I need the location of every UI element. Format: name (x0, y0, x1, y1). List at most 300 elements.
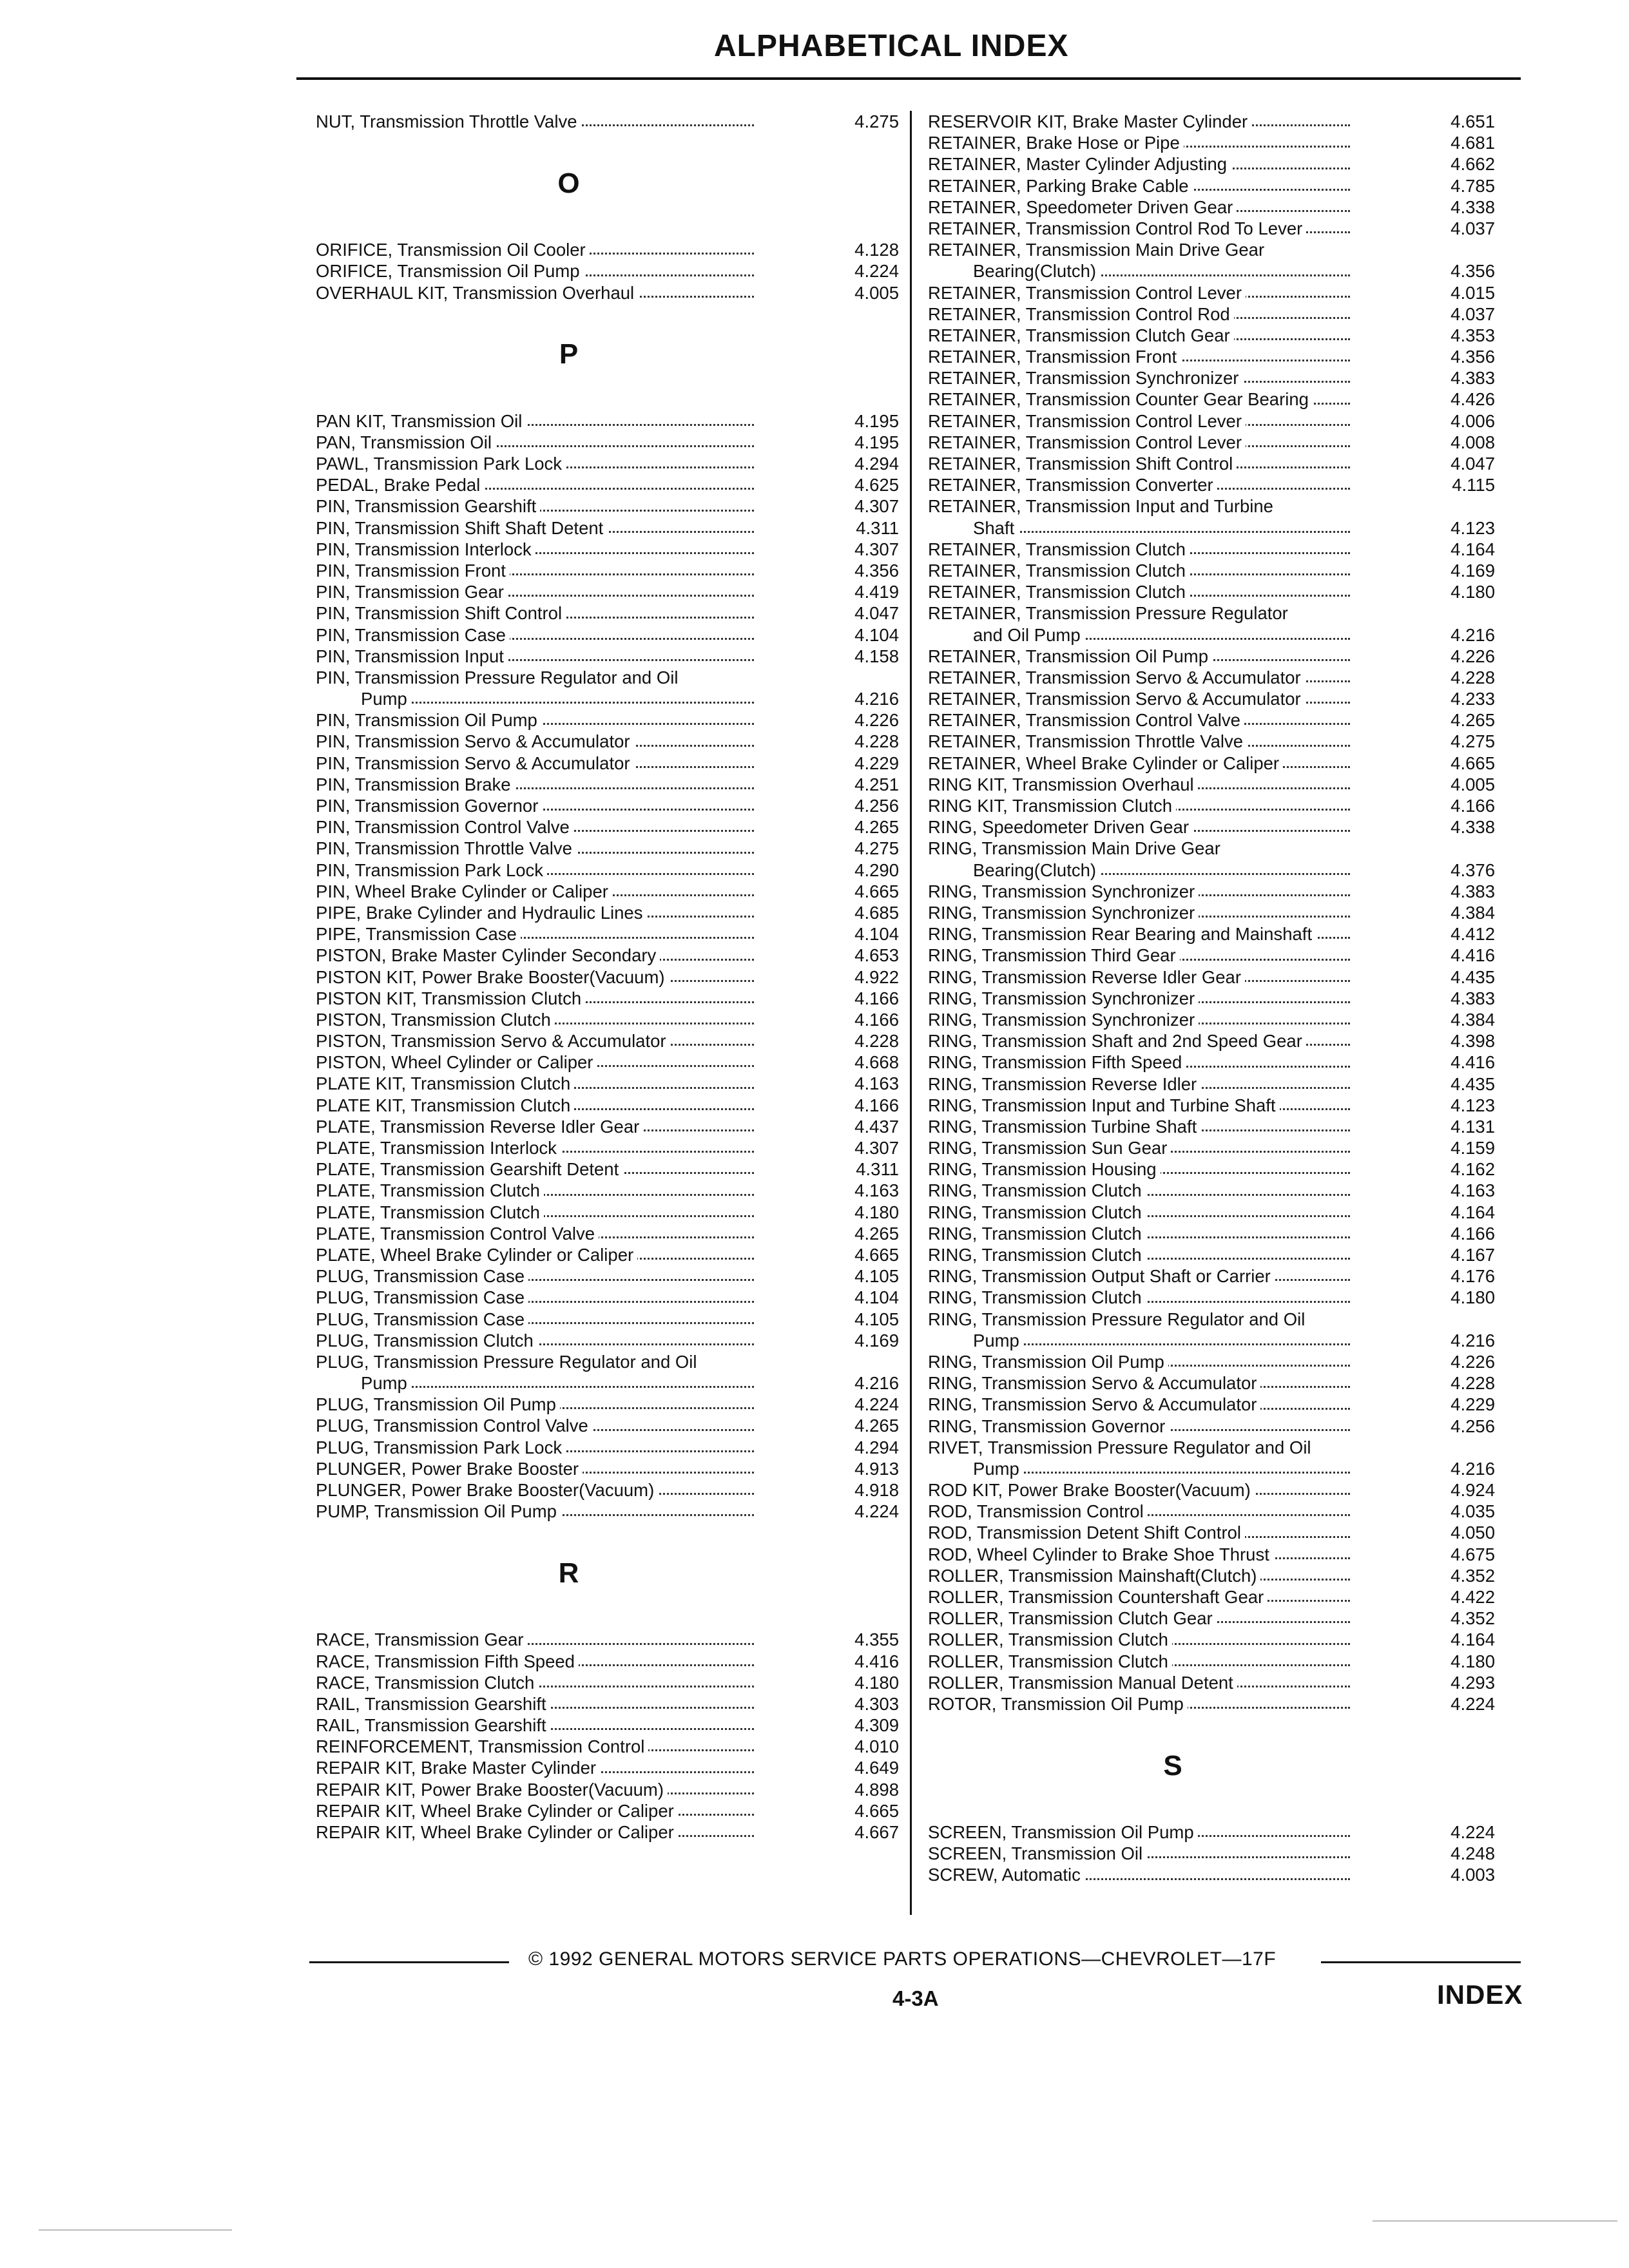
entry-page-ref: 4.356 (1451, 261, 1495, 282)
entry-name: PAN, Transmission Oil (316, 432, 496, 452)
entry-name: REPAIR KIT, Power Brake Booster(Vacuum) (316, 1780, 668, 1800)
entry-leader-line (316, 495, 899, 517)
index-entry (928, 539, 1495, 560)
entry-page-ref: 4.224 (1451, 1822, 1495, 1843)
index-entry (316, 1779, 899, 1800)
entry-name: PIN, Wheel Brake Cylinder or Caliper (316, 881, 612, 901)
spacer (928, 1715, 1495, 1736)
entry-name: ORIFICE, Transmission Oil Pump (316, 261, 584, 281)
spacer (316, 303, 899, 325)
entry-name: ROD, Transmission Detent Shift Control (928, 1523, 1245, 1542)
index-entry (316, 1095, 899, 1116)
entry-leader-line (928, 1372, 1495, 1394)
index-entry (928, 132, 1495, 153)
index-entry (316, 1693, 899, 1715)
index-entry (316, 795, 899, 816)
entry-leader-line (316, 1073, 899, 1094)
entry-name: SCREEN, Transmission Oil Pump (928, 1822, 1198, 1842)
index-entry (928, 902, 1495, 923)
entry-page-ref: 4.275 (854, 111, 899, 131)
entry-name: RETAINER, Transmission Clutch (928, 582, 1190, 602)
entry-page-ref: 4.665 (854, 881, 899, 901)
entry-page-ref: 4.412 (1451, 924, 1495, 945)
entry-page-ref: 4.649 (854, 1758, 899, 1778)
entry-page-ref: 4.233 (1451, 689, 1495, 709)
entry-name: PISTON KIT, Power Brake Booster(Vacuum) (316, 967, 669, 987)
entry-leader-line (928, 1544, 1495, 1565)
entry-name: PIN, Transmission Brake (316, 774, 515, 794)
index-entry (928, 731, 1495, 752)
entry-name: RETAINER, Transmission Pressure Regulator (928, 603, 1288, 624)
footer-rule-left (309, 1961, 509, 1963)
entry-name: ROD, Transmission Control (928, 1501, 1148, 1521)
entry-leader-line (928, 1052, 1495, 1073)
entry-leader-line (316, 1394, 899, 1415)
entry-page-ref: 4.256 (1451, 1416, 1495, 1436)
index-entry (928, 560, 1495, 581)
entry-leader-line (316, 282, 899, 303)
entry-page-ref: 4.265 (854, 817, 899, 838)
index-entry (928, 1651, 1495, 1672)
entry-leader-line (928, 1202, 1495, 1223)
index-entry (928, 111, 1495, 132)
entry-leader-line (316, 581, 899, 602)
title-rule (296, 77, 1521, 80)
entry-page-ref: 4.662 (1451, 154, 1495, 175)
entry-page-ref: 4.265 (1451, 710, 1495, 731)
footer-copyright: © 1992 GENERAL MOTORS SERVICE PARTS OPERATIONS—CHEVROLET—17F (528, 1948, 1277, 1970)
index-entry (928, 881, 1495, 902)
entry-page-ref: 4.419 (854, 582, 899, 602)
entry-leader-line (316, 1372, 899, 1394)
entry-page-ref: 4.180 (854, 1202, 899, 1222)
index-entry (316, 1180, 899, 1201)
index-entry (316, 1351, 899, 1394)
entry-name: PAWL, Transmission Park Lock (316, 454, 566, 474)
entry-page-ref: 4.785 (1451, 175, 1495, 196)
index-entry (928, 646, 1495, 667)
index-entry (316, 1501, 899, 1522)
entry-name: RETAINER, Transmission Synchronizer (928, 368, 1242, 388)
index-entry (316, 453, 899, 474)
entry-name: RING, Transmission Turbine Shaft (928, 1117, 1200, 1137)
section-letter: S (1163, 1749, 1182, 1782)
index-entry (316, 860, 899, 881)
entry-leader-line (928, 624, 1495, 646)
entry-leader-line (928, 560, 1495, 581)
index-entry (928, 1843, 1495, 1864)
index-entry (928, 1501, 1495, 1522)
entry-page-ref: 4.416 (1451, 1052, 1495, 1073)
index-entry (316, 774, 899, 795)
entry-leader-line (316, 988, 899, 1009)
entry-name: RING, Transmission Clutch (928, 1202, 1146, 1222)
entry-name: ROD, Wheel Cylinder to Brake Shoe Thrust (928, 1544, 1273, 1564)
entry-leader-line (316, 1158, 899, 1180)
index-entry (928, 1137, 1495, 1158)
entry-page-ref: 4.383 (1451, 988, 1495, 1008)
entry-page-ref: 4.180 (1451, 582, 1495, 602)
entry-leader-line (928, 453, 1495, 474)
index-entry (928, 1629, 1495, 1650)
entry-page-ref: 4.180 (854, 1672, 899, 1693)
entry-leader-line (928, 1095, 1495, 1116)
entry-page-ref: 4.228 (854, 1031, 899, 1052)
entry-name: RIVET, Transmission Pressure Regulator and Oil (928, 1437, 1311, 1457)
entry-page-ref: 4.913 (854, 1458, 899, 1479)
entry-leader-line (928, 795, 1495, 816)
entry-leader-line (316, 1415, 899, 1436)
index-entry (316, 1073, 899, 1094)
section-letter-heading (316, 167, 899, 199)
entry-leader-line (316, 688, 899, 709)
index-entry (928, 1586, 1495, 1608)
entry-leader-line (928, 346, 1495, 367)
entry-leader-line (928, 1416, 1495, 1437)
entry-name: RING, Transmission Clutch (928, 1180, 1146, 1200)
index-entry (316, 581, 899, 602)
index-entry (928, 795, 1495, 816)
section-label: INDEX (1437, 1979, 1523, 2010)
entry-page-ref: 4.681 (1451, 133, 1495, 153)
entry-leader-line (928, 1629, 1495, 1650)
spacer (928, 1800, 1495, 1821)
entry-page-ref: 4.224 (854, 1394, 899, 1415)
entry-page-ref: 4.115 (1452, 475, 1495, 495)
index-entry (316, 1479, 899, 1501)
entry-page-ref: 4.356 (1451, 347, 1495, 367)
index-entry (928, 581, 1495, 602)
entry-name: PLUNGER, Power Brake Booster (316, 1459, 583, 1479)
index-entry (928, 923, 1495, 945)
entry-name: RING, Transmission Output Shaft or Carrier (928, 1266, 1275, 1286)
entry-page-ref: 4.294 (854, 454, 899, 474)
entry-name: PIN, Transmission Servo & Accumulator (316, 731, 634, 751)
entry-leader-line (928, 1821, 1495, 1843)
entry-leader-line (316, 1223, 899, 1244)
entry-name: PLATE KIT, Transmission Clutch (316, 1095, 574, 1115)
entry-leader-line (928, 282, 1495, 303)
entry-continuation: Pump (316, 1373, 411, 1393)
section-letter-heading (316, 338, 899, 370)
entry-continuation: Pump (316, 689, 411, 709)
entry-leader-line (928, 1073, 1495, 1095)
entry-page-ref: 4.294 (854, 1437, 899, 1457)
footer-rule-right (1321, 1961, 1521, 1963)
entry-leader-line (316, 111, 899, 132)
entry-name: PIPE, Brake Cylinder and Hydraulic Lines (316, 903, 646, 923)
entry-name: RETAINER, Transmission Input and Turbine (928, 496, 1273, 517)
entry-leader-line (928, 881, 1495, 902)
entry-page-ref: 4.353 (1451, 325, 1495, 345)
index-entry (316, 1030, 899, 1052)
index-entry (928, 1158, 1495, 1180)
entry-page-ref: 4.437 (854, 1116, 899, 1137)
entry-continuation: Pump (928, 1459, 1023, 1479)
entry-name: RING, Transmission Synchronizer (928, 988, 1199, 1008)
entry-page-ref: 4.224 (1451, 1693, 1495, 1714)
entry-page-ref: 4.105 (854, 1266, 899, 1287)
right-index-column (928, 111, 1495, 1886)
entry-page-ref: 4.384 (1451, 903, 1495, 923)
entry-page-ref: 4.164 (1451, 539, 1495, 559)
entry-page-ref: 4.307 (854, 539, 899, 559)
index-entry (316, 539, 899, 560)
entry-leader-line (928, 1244, 1495, 1265)
index-entry (928, 1693, 1495, 1715)
entry-leader-line (928, 432, 1495, 453)
entry-name: RETAINER, Transmission Control Valve (928, 710, 1244, 730)
entry-leader-line (928, 1608, 1495, 1629)
entry-page-ref: 4.176 (1451, 1266, 1495, 1287)
entry-page-ref: 4.265 (854, 1416, 899, 1436)
entry-name: SCREEN, Transmission Oil (928, 1843, 1146, 1863)
entry-page-ref: 4.224 (854, 261, 899, 282)
entry-leader-line (928, 709, 1495, 731)
entry-leader-line (316, 1095, 899, 1116)
entry-leader-line (316, 1800, 899, 1821)
entry-page-ref: 4.166 (854, 1009, 899, 1030)
entry-page-ref: 4.104 (854, 1287, 899, 1308)
entry-leader-line (316, 624, 899, 646)
entry-leader-line (316, 560, 899, 581)
index-entry (928, 389, 1495, 410)
entry-page-ref: 4.037 (1451, 303, 1495, 324)
entry-page-ref: 4.015 (1451, 282, 1495, 303)
entry-leader-line (316, 945, 899, 966)
index-entry (928, 282, 1495, 303)
entry-leader-line (928, 816, 1495, 838)
entry-leader-line (316, 1437, 899, 1458)
entry-page-ref: 4.376 (1451, 860, 1495, 880)
entry-name: RING KIT, Transmission Overhaul (928, 774, 1198, 794)
entry-name: RETAINER, Transmission Control Lever (928, 411, 1246, 431)
entry-page-ref: 4.180 (1451, 1651, 1495, 1671)
entry-name: RETAINER, Transmission Clutch (928, 539, 1190, 559)
index-entry (928, 1009, 1495, 1030)
entry-name: PIN, Transmission Governor (316, 796, 542, 816)
index-entry (928, 1223, 1495, 1244)
entry-name: RETAINER, Transmission Control Rod (928, 304, 1234, 324)
entry-page-ref: 4.216 (1451, 1330, 1495, 1350)
entry-leader-line (928, 1116, 1495, 1137)
entry-leader-line (316, 1629, 899, 1650)
index-entry (316, 1116, 899, 1137)
entry-page-ref: 4.010 (854, 1736, 899, 1757)
entry-leader-line (316, 1265, 899, 1287)
entry-leader-line (928, 111, 1495, 132)
entry-page-ref: 4.924 (1451, 1480, 1495, 1501)
entry-name: ROLLER, Transmission Clutch (928, 1629, 1172, 1649)
entry-leader-line (316, 1030, 899, 1052)
entry-name: PIN, Transmission Park Lock (316, 860, 547, 880)
entry-page-ref: 4.216 (1451, 624, 1495, 645)
entry-name: ROLLER, Transmission Manual Detent (928, 1673, 1237, 1693)
entry-leader-line (316, 1736, 899, 1757)
entry-leader-line (316, 1287, 899, 1308)
entry-leader-line (928, 389, 1495, 410)
index-entry (928, 602, 1495, 645)
entry-page-ref: 4.675 (1451, 1544, 1495, 1564)
entry-name: PIN, Transmission Interlock (316, 539, 535, 559)
entry-name: PLUG, Transmission Case (316, 1266, 528, 1286)
entry-leader-line (928, 1672, 1495, 1693)
entry-name: RETAINER, Transmission Clutch Gear (928, 325, 1234, 345)
index-entry (928, 1030, 1495, 1052)
entry-name: RING, Transmission Third Gear (928, 945, 1180, 965)
entry-leader-line (928, 1223, 1495, 1244)
index-entry (316, 1458, 899, 1479)
entry-page-ref: 4.166 (854, 988, 899, 1008)
index-entry (928, 688, 1495, 709)
entry-name: PLATE KIT, Transmission Clutch (316, 1073, 574, 1093)
entry-leader-line (316, 1458, 899, 1479)
entry-leader-line (316, 1479, 899, 1501)
entry-name: PLATE, Transmission Control Valve (316, 1224, 599, 1244)
index-entry (928, 1522, 1495, 1543)
index-entry (928, 197, 1495, 218)
index-entry (316, 560, 899, 581)
entry-leader-line (928, 410, 1495, 432)
index-entry (928, 346, 1495, 367)
index-entry (316, 816, 899, 838)
entry-page-ref: 4.435 (1451, 966, 1495, 987)
index-entry (316, 1287, 899, 1308)
index-entry (316, 239, 899, 260)
entry-name: PLATE, Transmission Clutch (316, 1202, 544, 1222)
entry-name: NUT, Transmission Throttle Valve (316, 111, 581, 131)
entry-leader-line (316, 838, 899, 859)
entry-page-ref: 4.180 (1451, 1287, 1495, 1308)
entry-page-ref: 4.169 (1451, 560, 1495, 581)
index-entry (928, 816, 1495, 838)
entry-leader-line (928, 1394, 1495, 1415)
entry-page-ref: 4.228 (1451, 1373, 1495, 1394)
index-entry (316, 1265, 899, 1287)
entry-leader-line (928, 688, 1495, 709)
entry-leader-line (928, 197, 1495, 218)
entry-page-ref: 4.047 (854, 603, 899, 624)
entry-name: RING, Speedometer Driven Gear (928, 817, 1193, 837)
entry-page-ref: 4.307 (854, 1138, 899, 1158)
entry-name: PLUG, Transmission Case (316, 1287, 528, 1307)
entry-name: PLUG, Transmission Oil Pump (316, 1394, 560, 1414)
index-entry (316, 1821, 899, 1843)
entry-leader-line (316, 1116, 899, 1137)
entry-name: ROLLER, Transmission Mainshaft(Clutch) (928, 1566, 1260, 1586)
index-entry (316, 1736, 899, 1757)
section-letter-heading (316, 1557, 899, 1589)
entry-name: RING, Transmission Sun Gear (928, 1138, 1171, 1158)
entry-leader-line (928, 1137, 1495, 1158)
entry-name: ORIFICE, Transmission Oil Cooler (316, 240, 590, 260)
entry-name: RING, Transmission Governor (928, 1416, 1169, 1436)
entry-name: RAIL, Transmission Gearshift (316, 1715, 550, 1735)
entry-name: PIN, Transmission Shift Control (316, 603, 566, 623)
entry-leader-line (316, 1757, 899, 1778)
index-entry (316, 1672, 899, 1693)
entry-leader-line (928, 1351, 1495, 1372)
index-entry (316, 1158, 899, 1180)
entry-name: PIPE, Transmission Case (316, 924, 521, 944)
section-letter-heading (928, 1749, 1495, 1782)
entry-name: PISTON, Brake Master Cylinder Secondary (316, 945, 660, 965)
entry-page-ref: 4.162 (1451, 1159, 1495, 1180)
index-entry (316, 667, 899, 709)
entry-page-ref: 4.216 (854, 1373, 899, 1394)
index-entry (928, 175, 1495, 197)
entry-leader-line (316, 1693, 899, 1715)
index-entry (928, 1180, 1495, 1201)
entry-continuation: Pump (928, 1331, 1023, 1350)
entry-name: RETAINER, Transmission Control Lever (928, 432, 1246, 452)
index-entry (316, 260, 899, 282)
entry-page-ref: 4.006 (1451, 410, 1495, 431)
entry-name: REINFORCEMENT, Transmission Control (316, 1736, 648, 1756)
entry-page-ref: 4.311 (856, 517, 899, 538)
entry-leader-line (928, 581, 1495, 602)
entry-continuation: Shaft (928, 518, 1018, 538)
entry-leader-line (316, 1501, 899, 1522)
entry-page-ref: 4.050 (1451, 1523, 1495, 1543)
entry-name: PIN, Transmission Pressure Regulator and Oil (316, 667, 679, 687)
scan-artifact-left (39, 2229, 232, 2231)
entry-name: ROLLER, Transmission Clutch (928, 1651, 1172, 1671)
index-entry (316, 432, 899, 453)
index-entry (928, 1565, 1495, 1586)
entry-name: RING KIT, Transmission Clutch (928, 796, 1176, 816)
entry-leader-line (928, 1009, 1495, 1030)
entry-page-ref: 4.338 (1451, 817, 1495, 838)
entry-name: RING, Transmission Clutch (928, 1245, 1146, 1265)
entry-name: RING, Transmission Reverse Idler Gear (928, 967, 1245, 987)
entry-page-ref: 4.229 (1451, 1394, 1495, 1415)
entry-leader-line (928, 153, 1495, 175)
entry-leader-line (316, 432, 899, 453)
index-entry (316, 1415, 899, 1436)
entry-name: ROD KIT, Power Brake Booster(Vacuum) (928, 1480, 1255, 1500)
entry-name: RETAINER, Brake Hose or Pipe (928, 133, 1184, 153)
entry-leader-line (316, 774, 899, 795)
index-entry (316, 1202, 899, 1223)
index-entry (928, 838, 1495, 880)
entry-name: RETAINER, Transmission Front (928, 347, 1181, 367)
entry-page-ref: 4.667 (854, 1822, 899, 1843)
entry-name: RETAINER, Transmission Servo & Accumulator (928, 668, 1305, 687)
index-entry (316, 1629, 899, 1650)
entry-page-ref: 4.005 (1451, 774, 1495, 794)
entry-leader-line (928, 1522, 1495, 1543)
entry-page-ref: 4.426 (1451, 389, 1495, 410)
entry-leader-line (928, 1651, 1495, 1672)
index-entry (316, 1800, 899, 1821)
entry-page-ref: 4.665 (854, 1244, 899, 1265)
entry-name: ROLLER, Transmission Countershaft Gear (928, 1587, 1268, 1607)
entry-page-ref: 4.685 (854, 902, 899, 923)
entry-leader-line (928, 731, 1495, 752)
index-entry (928, 1309, 1495, 1351)
entry-leader-line (316, 881, 899, 902)
entry-page-ref: 4.164 (1451, 1629, 1495, 1650)
entry-leader-line (316, 1009, 899, 1030)
entry-page-ref: 4.352 (1451, 1608, 1495, 1629)
index-entry (316, 624, 899, 646)
index-entry (928, 1095, 1495, 1116)
index-entry (316, 517, 899, 539)
spacer (316, 367, 899, 389)
entry-page-ref: 4.005 (854, 282, 899, 303)
entry-name: RETAINER, Transmission Converter (928, 475, 1217, 495)
